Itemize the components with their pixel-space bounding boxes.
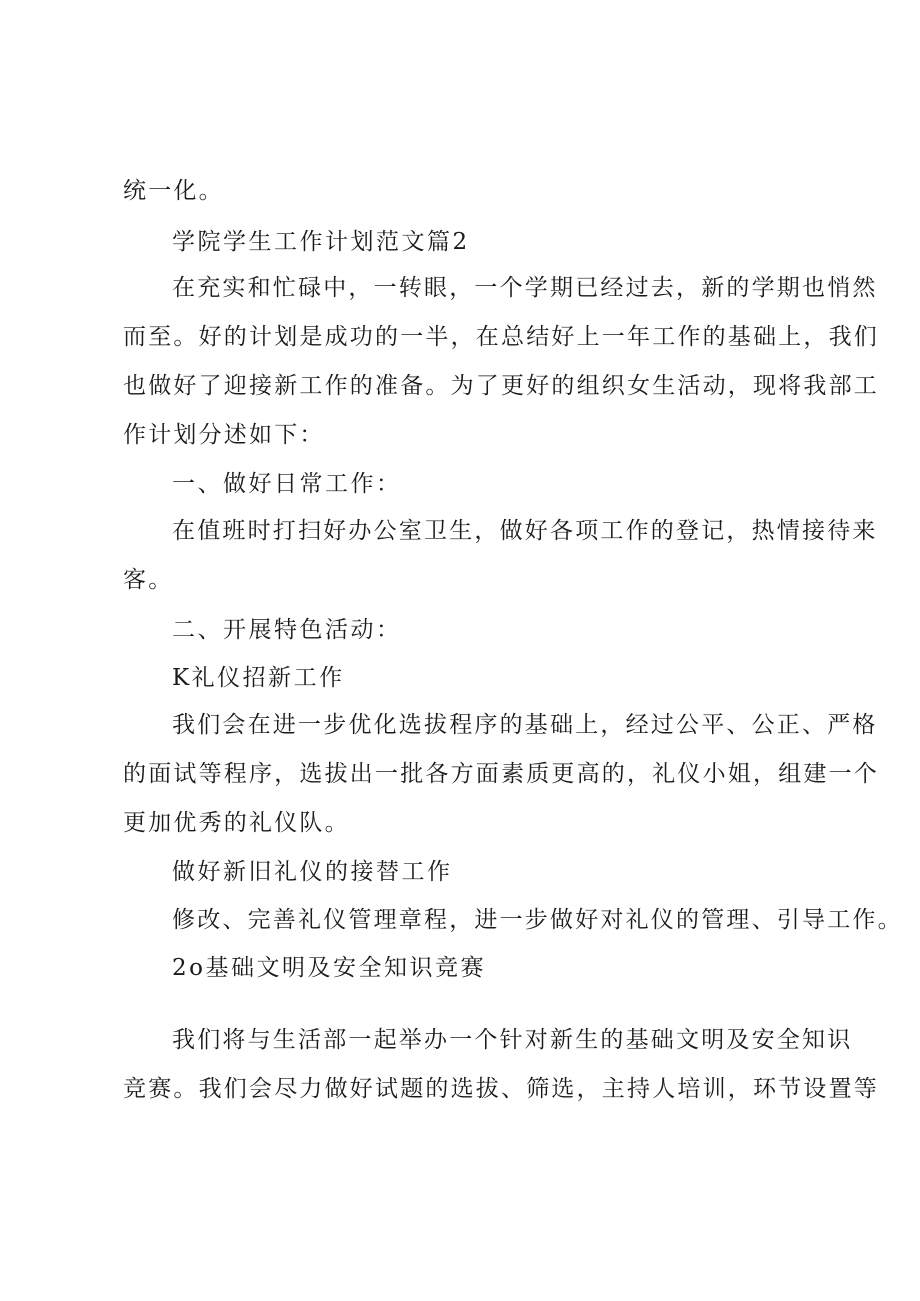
paragraph-line: 我们会在进一步优化选拔程序的基础上，经过公平、公正、严格	[172, 712, 878, 738]
list-heading: 一、做好日常工作：	[172, 471, 402, 497]
list-heading: 二、开展特色活动：	[172, 617, 402, 643]
sub-heading: 做好新旧礼仪的接替工作	[172, 859, 453, 885]
paragraph-line: 作计划分述如下：	[123, 422, 325, 448]
paragraph-line: 的面试等程序，选拔出一批各方面素质更高的，礼仪小姐，组建一个	[123, 761, 879, 787]
paragraph-line: 在值班时打扫好办公室卫生，做好各项工作的登记，热情接待来	[172, 518, 878, 544]
paragraph-line: 更加优秀的礼仪队。	[123, 810, 350, 836]
sub-heading: 2o基础文明及安全知识竞赛	[172, 955, 486, 981]
paragraph-line: 而至。好的计划是成功的一半，在总结好上一年工作的基础上，我们	[123, 324, 879, 350]
paragraph-line: 竞赛。我们会尽力做好试题的选拔、筛选，主持人培训，环节设置等	[123, 1076, 879, 1102]
paragraph-line: 客。	[123, 567, 174, 593]
paragraph-line: 修改、完善礼仪管理章程，进一步做好对礼仪的管理、引导工作。	[172, 907, 903, 933]
section-title: 学院学生工作计划范文篇2	[172, 229, 470, 255]
sub-heading: K礼仪招新工作	[172, 665, 345, 691]
paragraph-continuation: 统一化。	[123, 178, 224, 204]
paragraph-line: 也做好了迎接新工作的准备。为了更好的组织女生活动，现将我部工	[123, 373, 879, 399]
paragraph-line: 在充实和忙碌中，一转眼，一个学期已经过去，新的学期也悄然	[172, 275, 878, 301]
paragraph-line: 我们将与生活部一起举办一个针对新生的基础文明及安全知识	[172, 1027, 853, 1053]
